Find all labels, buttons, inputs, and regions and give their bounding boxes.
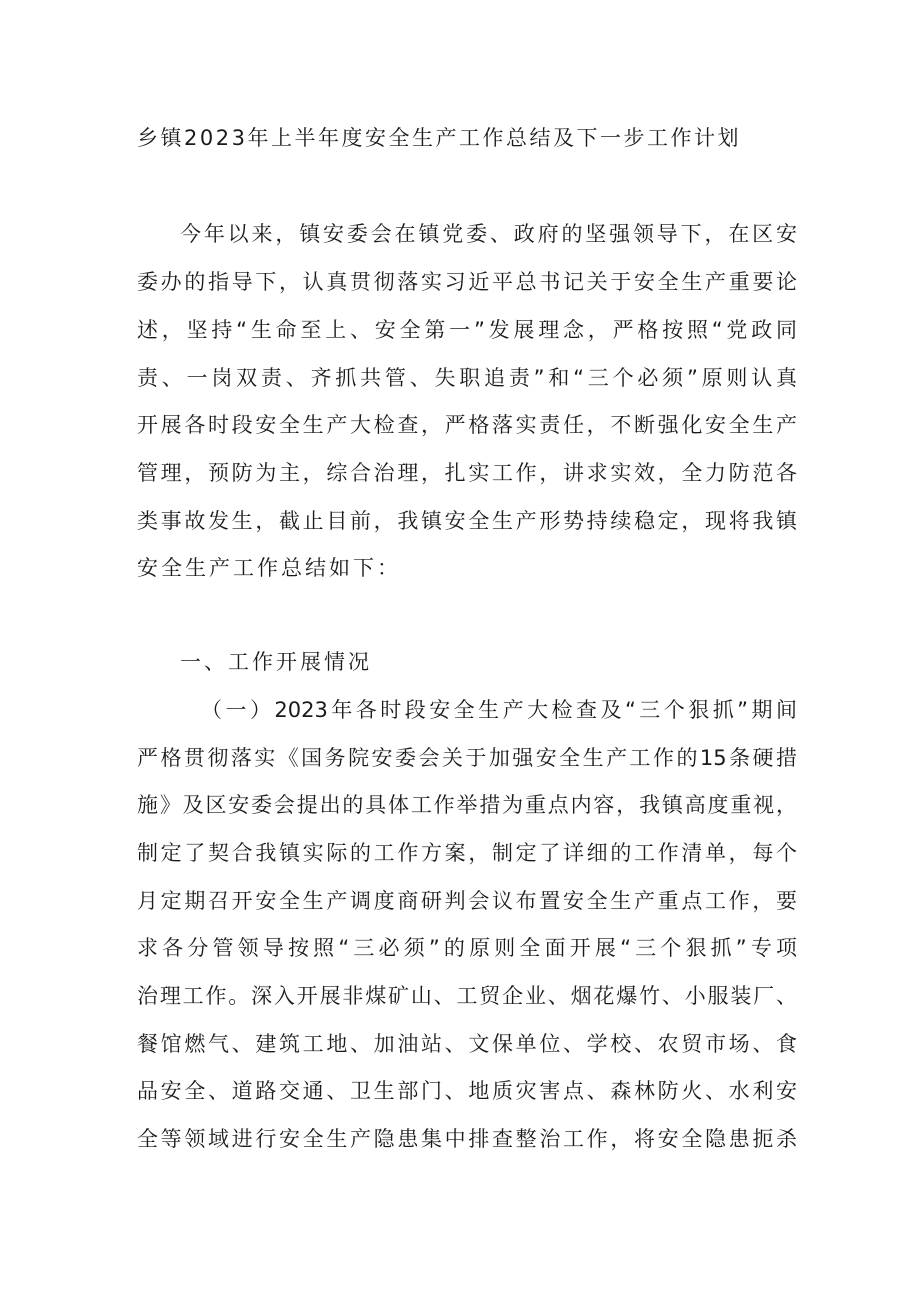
- intro-line: 类事故发生，截止目前，我镇安全生产形势持续稳定，现将我镇: [137, 509, 797, 533]
- intro-line: 委办的指导下，认真贯彻落实习近平总书记关于安全生产重要论: [137, 270, 797, 294]
- subsection-line: 施》及区安委会提出的具体工作举措为重点内容，我镇高度重视，: [137, 793, 797, 817]
- intro-line: 述，坚持“生命至上、安全第一”发展理念，严格按照“党政同: [137, 318, 797, 342]
- subsection-line: （一）2023年各时段安全生产大检查及“三个狠抓”期间: [201, 698, 797, 722]
- intro-line: 管理，预防为主，综合治理，扎实工作，讲求实效，全力防范各: [137, 461, 797, 485]
- subsection-line: 求各分管领导按照“三必须”的原则全面开展“三个狠抓”专项: [137, 936, 797, 960]
- intro-line: 安全生产工作总结如下：: [137, 556, 401, 580]
- intro-line: 今年以来，镇安委会在镇党委、政府的坚强领导下，在区安: [180, 222, 797, 246]
- document-title: 乡镇2023年上半年度安全生产工作总结及下一步工作计划: [137, 126, 741, 150]
- subsection-line: 全等领域进行安全生产隐患集中排查整治工作，将安全隐患扼杀: [137, 1127, 797, 1151]
- section-heading: 一、工作开展情况: [180, 650, 372, 674]
- intro-line: 开展各时段安全生产大检查，严格落实责任，不断强化安全生产: [137, 413, 797, 437]
- subsection-line: 餐馆燃气、建筑工地、加油站、文保单位、学校、农贸市场、食: [137, 1032, 797, 1056]
- subsection-line: 严格贯彻落实《国务院安委会关于加强安全生产工作的15条硬措: [137, 746, 797, 770]
- subsection-line: 治理工作。深入开展非煤矿山、工贸企业、烟花爆竹、小服装厂、: [137, 984, 797, 1008]
- subsection-line: 月定期召开安全生产调度商研判会议布置安全生产重点工作，要: [137, 889, 797, 913]
- intro-line: 责、一岗双责、齐抓共管、失职追责”和“三个必须”原则认真: [137, 366, 797, 390]
- subsection-line: 制定了契合我镇实际的工作方案，制定了详细的工作清单，每个: [137, 841, 797, 865]
- subsection-line: 品安全、道路交通、卫生部门、地质灾害点、森林防火、水利安: [137, 1079, 797, 1103]
